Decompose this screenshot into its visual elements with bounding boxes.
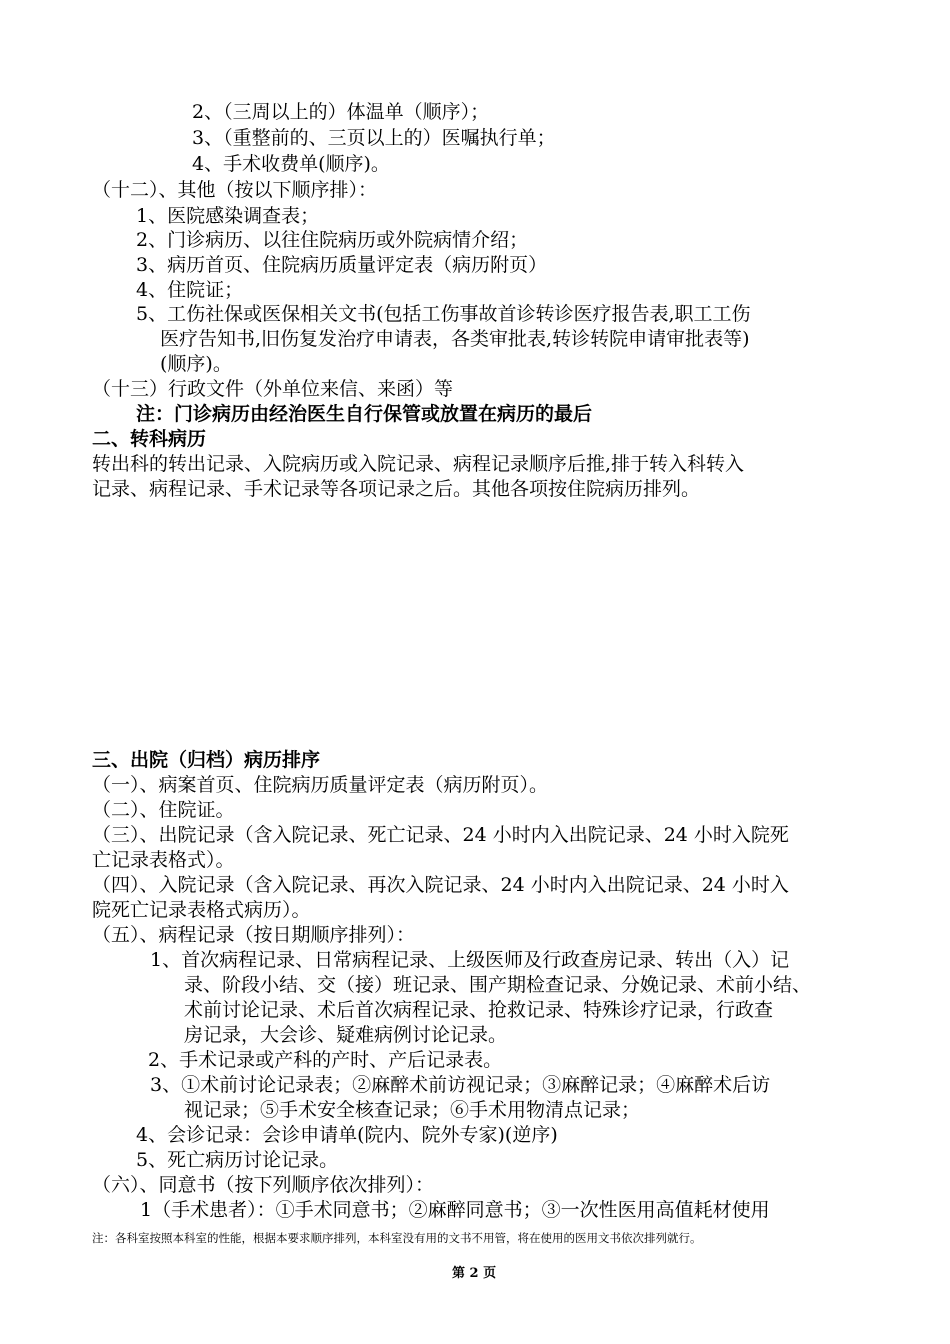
text-line: 记录、病程记录、手术记录等各项记录之后。其他各项按住院病历排列。 xyxy=(92,478,701,500)
text-line: （二）、住院证。 xyxy=(92,799,235,821)
text-line: （五）、病程记录（按日期顺序排列）： xyxy=(92,924,416,946)
note-line: 注：门诊病历由经治医生自行保管或放置在病历的最后 xyxy=(136,403,593,425)
text-line: 转出科的转出记录、入院病历或入院记录、病程记录顺序后推,排于转入科转入 xyxy=(92,453,745,475)
footer-note: 注：各科室按照本科室的性能，根据本要求顺序排列，本科室没有用的文书不用管，将在使用的医用文书依次排列就行。 xyxy=(92,1231,702,1245)
section-heading: 二、转科病历 xyxy=(92,428,207,450)
text-line: 院死亡记录表格式病历）。 xyxy=(92,899,311,921)
text-line: 2、（三周以上的）体温单（顺序）； xyxy=(192,101,490,123)
text-line: （十二）、其他（按以下顺序排）： xyxy=(92,179,378,201)
text-line: 4、手术收费单(顺序)。 xyxy=(192,153,390,175)
text-line: 5、死亡病历讨论记录。 xyxy=(136,1149,339,1171)
text-line: 3、病历首页、住院病历质量评定表（病历附页） xyxy=(136,254,548,276)
text-line: (顺序)。 xyxy=(160,353,232,375)
text-line: 术前讨论记录、术后首次病程记录、抢救记录、特殊诊疗记录，行政查 xyxy=(184,999,774,1021)
text-line: 医疗告知书,旧伤复发治疗申请表，各类审批表,转诊转院申请审批表等) xyxy=(160,328,750,350)
text-line: 5、工伤社保或医保相关文书(包括工伤事故首诊转诊医疗报告表,职工工伤 xyxy=(136,303,751,325)
text-line: 1、医院感染调查表； xyxy=(136,205,320,227)
text-line: （六）、同意书（按下列顺序依次排列）： xyxy=(92,1174,435,1196)
text-line: （十三）行政文件（外单位来信、来函）等 xyxy=(92,378,454,400)
text-line: 亡记录表格式）。 xyxy=(92,849,235,871)
section-heading: 三、出院（归档）病历排序 xyxy=(92,749,321,771)
text-line: 4、住院证； xyxy=(136,279,244,301)
text-line: 房记录，大会诊、疑难病例讨论记录。 xyxy=(184,1024,508,1046)
page-number: 第 2 页 xyxy=(452,1266,497,1281)
text-line: 录、阶段小结、交（接）班记录、围产期检查记录、分娩记录、术前小结、 xyxy=(184,974,812,996)
text-line: 1（手术患者）：①手术同意书；②麻醉同意书；③一次性医用高值耗材使用 xyxy=(140,1199,770,1221)
text-line: 2、门诊病历、以往住院病历或外院病情介绍； xyxy=(136,229,529,251)
text-line: （四）、入院记录（含入院记录、再次入院记录、24 小时内入出院记录、24 小时入 xyxy=(92,874,789,896)
text-line: 4、会诊记录：会诊申请单(院内、院外专家)(逆序) xyxy=(136,1124,558,1146)
text-line: 视记录；⑤手术安全核查记录；⑥手术用物清点记录； xyxy=(184,1099,641,1121)
text-line: （一）、病案首页、住院病历质量评定表（病历附页）。 xyxy=(92,774,549,796)
text-line: 2、手术记录或产科的产时、产后记录表。 xyxy=(148,1049,503,1071)
text-line: 3、①术前讨论记录表；②麻醉术前访视记录；③麻醉记录；④麻醉术后访 xyxy=(150,1074,771,1096)
text-line: 3、（重整前的、三页以上的）医嘱执行单； xyxy=(192,127,556,149)
text-line: 1、首次病程记录、日常病程记录、上级医师及行政查房记录、转出（入）记 xyxy=(150,949,790,971)
text-line: （三）、出院记录（含入院记录、死亡记录、24 小时内入出院记录、24 小时入院死 xyxy=(92,824,789,846)
